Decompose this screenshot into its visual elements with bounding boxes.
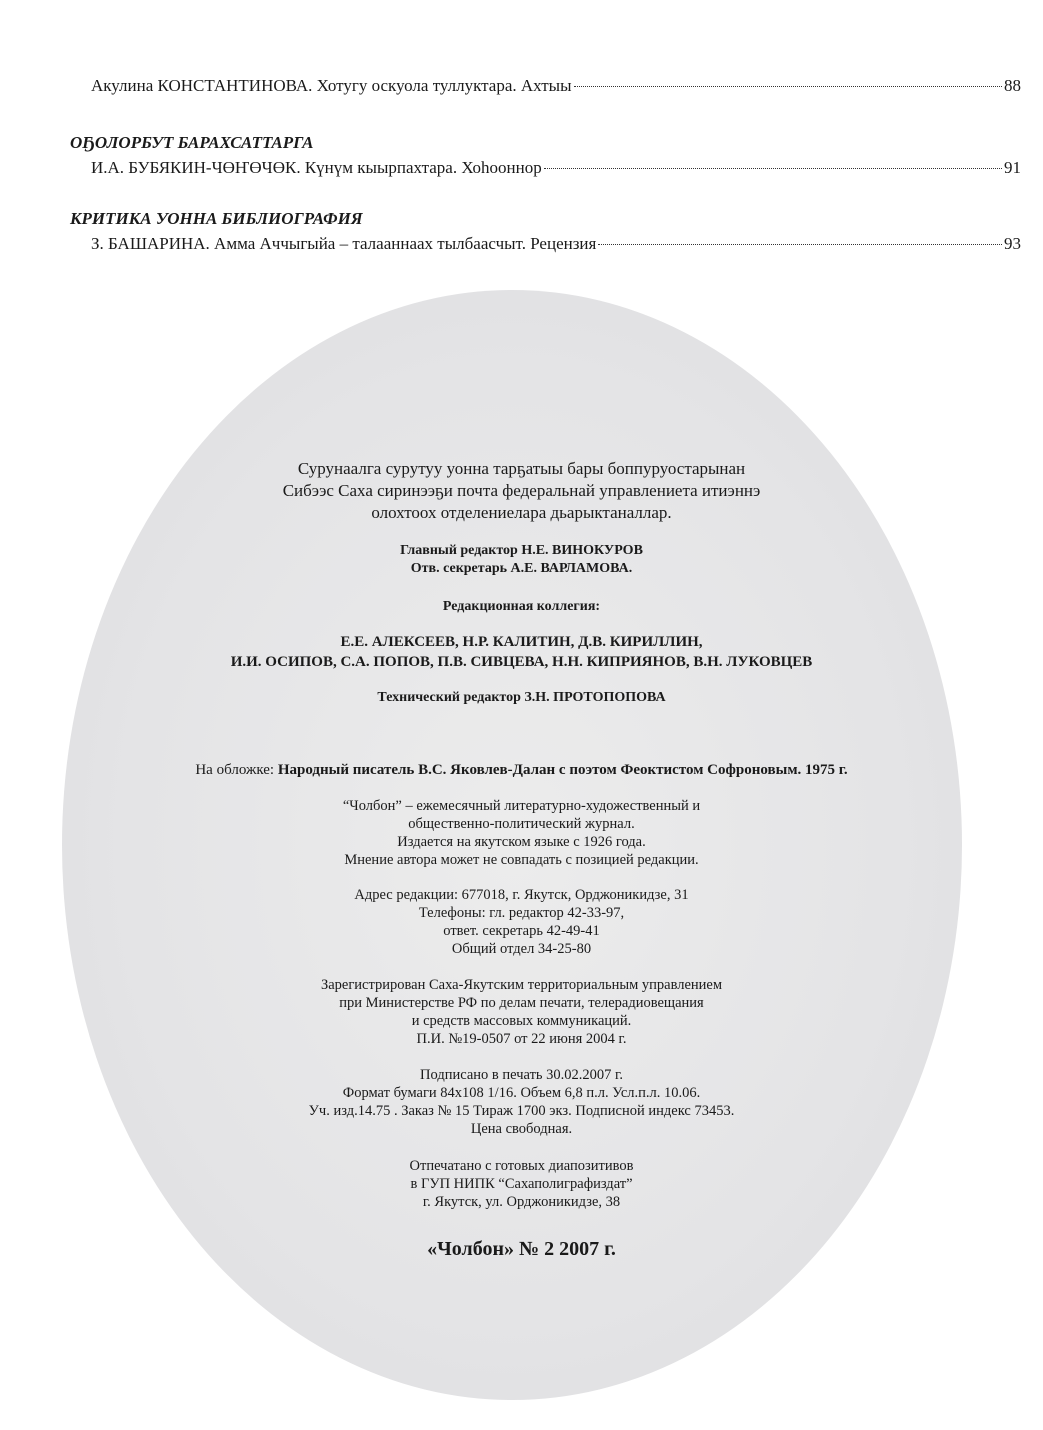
toc-page-number: 88 — [1004, 76, 1021, 95]
printer-info: Отпечатано с готовых диапозитивов в ГУП НИПК “Сахаполиграфиздат” г. Якутск, ул. Орджоникидзе, 38 — [409, 1158, 634, 1210]
toc-page-number: 93 — [1004, 234, 1021, 253]
toc-leader — [544, 168, 1002, 169]
subscription-notice: Сурунаалга сурутуу уонна тарҕатыы бары боппуруостарынан Сибээс Саха сиринээҕи почта федеральнай управлениета итиэннэ олохтоох отделениелара дьарыктаналлар. — [282, 459, 761, 522]
technical-editor: Технический редактор З.Н. ПРОТОПОПОВА — [377, 690, 666, 705]
toc-entry — [91, 158, 1021, 178]
toc-page-number: 91 — [1004, 158, 1021, 177]
editorial-contacts: Адрес редакции: 677018, г. Якутск, Орджоникидзе, 31 Телефоны: гл. редактор 42-33-97, ответ. секретарь 42-49-41 Общий отдел 34-25-80 — [354, 887, 689, 957]
journal-description: “Чолбон” – ежемесячный литературно-художественный и общественно-политический журнал. Издается на якутском языке с 1926 года. Мнение автора может не совпадать с позицией редакции. — [342, 798, 701, 868]
toc-entry — [91, 76, 1021, 96]
board-title: Редакционная коллегия: — [442, 599, 601, 614]
issue-title: «Чолбон» № 2 2007 г. — [427, 1238, 616, 1260]
cover-caption — [0, 761, 1043, 779]
registration-info: Зарегистрирован Саха-Якутским территориальным управлением при Министерстве РФ по делам печати, телерадиовещания и средств массовых коммуникаций. П.И. №19-0507 от 22 июня 2004 г. — [320, 977, 723, 1047]
toc-section-heading: ОҔОЛОРБУТ БАРАХСАТТАРГА — [70, 133, 314, 152]
editors-block — [0, 542, 1043, 578]
toc-leader — [598, 244, 1002, 245]
secretary: Отв. секретарь А.Е. ВАРЛАМОВА. — [410, 561, 633, 576]
board-members: Е.Е. АЛЕКСЕЕВ, Н.Р. КАЛИТИН, Д.В. КИРИЛЛИН, И.И. ОСИПОВ, С.А. ПОПОВ, П.В. СИВЦЕВА, Н.Н. КИПРИЯНОВ, В.Н. ЛУКОВЦЕВ — [230, 634, 813, 670]
cover-text: Народный писатель В.С. Яковлев-Далан с поэтом Феоктистом Софроновым. 1975 г. — [277, 762, 848, 778]
toc-entry-text: Акулина КОНСТАНТИНОВА. Хотугу оскуола туллуктара. Ахтыы — [91, 76, 572, 95]
print-info: Подписано в печать 30.02.2007 г. Формат бумаги 84х108 1/16. Объем 6,8 п.л. Усл.п.л. 10.06. Уч. изд.14.75 . Заказ № 15 Тираж 1700 экз. Подписной индекс 73453. Цена свободная. — [308, 1067, 735, 1137]
toc-entry-text: З. БАШАРИНА. Амма Аччыгыйа – талааннаах тылбаасчыт. Рецензия — [91, 234, 597, 253]
toc-entry-text: И.А. БУБЯКИН-ЧӨҤӨЧӨК. Күнүм кыырпахтара. Хоһооннор — [91, 158, 542, 177]
toc-entry — [91, 234, 1021, 254]
cover-label: На обложке: — [195, 762, 275, 778]
chief-editor: Главный редактор Н.Е. ВИНОКУРОВ — [400, 543, 643, 558]
toc-section-heading: КРИТИКА УОННА БИБЛИОГРАФИЯ — [70, 209, 363, 228]
toc-leader — [574, 86, 1002, 87]
